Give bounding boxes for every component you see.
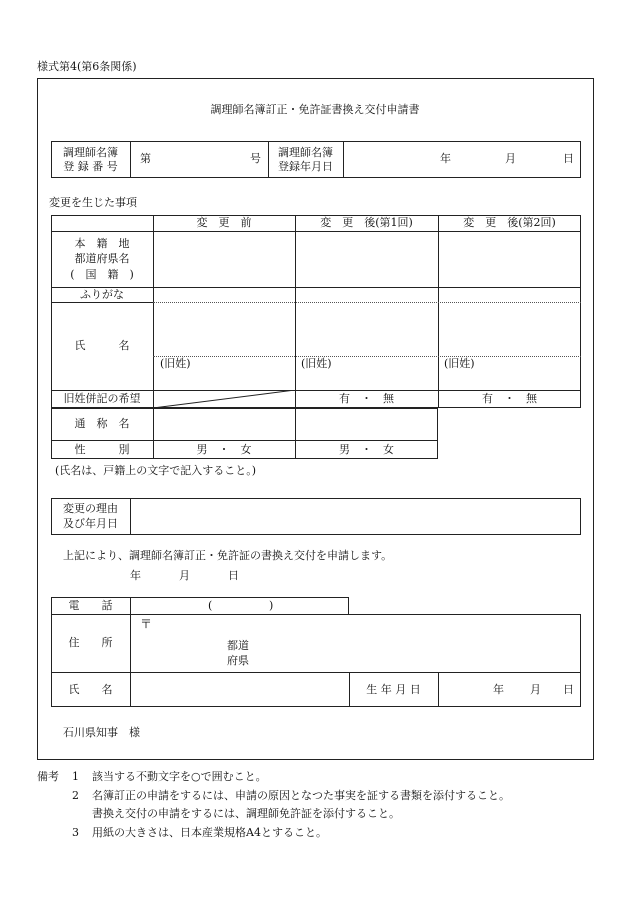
label-line: 調理師名簿 <box>63 146 118 160</box>
label-line: ( 国 籍 ) <box>70 267 134 281</box>
remarks-label: 備考 <box>37 770 59 783</box>
not-applicable-slash <box>153 390 295 408</box>
divider <box>295 215 296 459</box>
postal-mark-icon: 〒 <box>140 617 153 631</box>
dotted-line <box>153 302 581 303</box>
remark-text: 名簿訂正の申請をするには、申請の原因となつた事実を証する書類を添付すること。 <box>92 789 510 802</box>
maiden-name-label: (旧姓) <box>444 357 475 370</box>
row-label-alias: 通 称 名 <box>74 417 130 431</box>
day-unit: 日 <box>563 152 574 165</box>
name-label: 氏 名 <box>68 682 113 696</box>
sex-choice: 男 ・ 女 <box>339 442 394 456</box>
registration-date-label <box>268 141 343 178</box>
phone-paren-close: ) <box>269 599 274 612</box>
day-unit: 日 <box>228 569 239 582</box>
address-label: 住 所 <box>68 636 113 650</box>
row-label-furigana: ふりがな <box>80 287 124 301</box>
name-note: (氏名は、戸籍上の文字で記入すること。) <box>55 464 257 477</box>
row-label-honseki <box>51 231 153 287</box>
birth-date-label: 生 年 月 日 <box>366 682 421 696</box>
year-unit: 年 <box>493 683 504 696</box>
divider <box>130 498 131 535</box>
divider <box>153 215 154 459</box>
month-unit: 月 <box>179 569 190 582</box>
form-title: 調理師名簿訂正・免許証書換え交付申請書 <box>210 103 420 116</box>
column-header-after-1: 変 更 後(第1回) <box>320 216 413 230</box>
label-line: 本 籍 地 <box>74 236 130 250</box>
column-header-after-2: 変 更 後(第2回) <box>463 216 556 230</box>
prefecture-label: 都道 <box>227 639 249 652</box>
remark-number: 2 <box>72 789 79 802</box>
maiden-name-label: (旧姓) <box>301 357 332 370</box>
label-line: 変更の理由 <box>63 501 118 515</box>
phone-paren-open: ( <box>208 599 213 612</box>
row-label-name: 氏 名 <box>74 339 130 353</box>
form-label: 様式第4(第6条関係) <box>37 60 137 73</box>
label-line: 調理師名簿 <box>278 146 333 160</box>
row-label-sex: 性 別 <box>74 442 130 456</box>
remark-number: 3 <box>72 826 79 839</box>
remark-text: 用紙の大きさは、日本産業規格A4とすること。 <box>92 826 327 839</box>
label-line: 都道府県名 <box>74 252 130 266</box>
year-unit: 年 <box>130 569 141 582</box>
row-line <box>51 672 581 673</box>
remark-text: 書換え交付の申請をするには、調理師免許証を添付すること。 <box>92 807 400 820</box>
label-line: 登 録 番 号 <box>63 159 118 173</box>
day-unit: 日 <box>563 683 574 696</box>
maiden-name-label: (旧姓) <box>160 357 191 370</box>
column-header-before: 変 更 前 <box>196 216 252 230</box>
application-statement: 上記により、調理師名簿訂正・免許証の書換え交付を申請します。 <box>63 549 393 562</box>
divider <box>438 215 439 408</box>
registration-number-label <box>51 141 130 178</box>
row-label-maiden-name-wish: 旧姓併記の希望 <box>63 392 141 406</box>
label-line: 登録年月日 <box>278 159 333 173</box>
section-title: 変更を生じた事項 <box>49 196 137 209</box>
month-unit: 月 <box>505 152 516 165</box>
phone-label: 電 話 <box>68 599 113 613</box>
label-line: 及び年月日 <box>63 516 118 530</box>
divider <box>343 141 344 178</box>
number-prefix: 第 <box>140 152 151 165</box>
addressee: 石川県知事 様 <box>63 726 140 739</box>
yes-no-choice: 有 ・ 無 <box>339 392 394 406</box>
divider <box>130 141 131 178</box>
number-suffix: 号 <box>250 152 261 165</box>
reason-label <box>51 498 130 535</box>
month-unit: 月 <box>530 683 541 696</box>
yes-no-choice: 有 ・ 無 <box>482 392 537 406</box>
prefecture-label: 府県 <box>227 654 249 667</box>
dotted-line <box>153 356 581 357</box>
remark-text: 該当する不動文字を○で囲むこと。 <box>92 770 267 783</box>
divider <box>438 672 439 707</box>
sex-choice: 男 ・ 女 <box>196 442 252 456</box>
year-unit: 年 <box>440 152 451 165</box>
remark-number: 1 <box>72 770 79 783</box>
